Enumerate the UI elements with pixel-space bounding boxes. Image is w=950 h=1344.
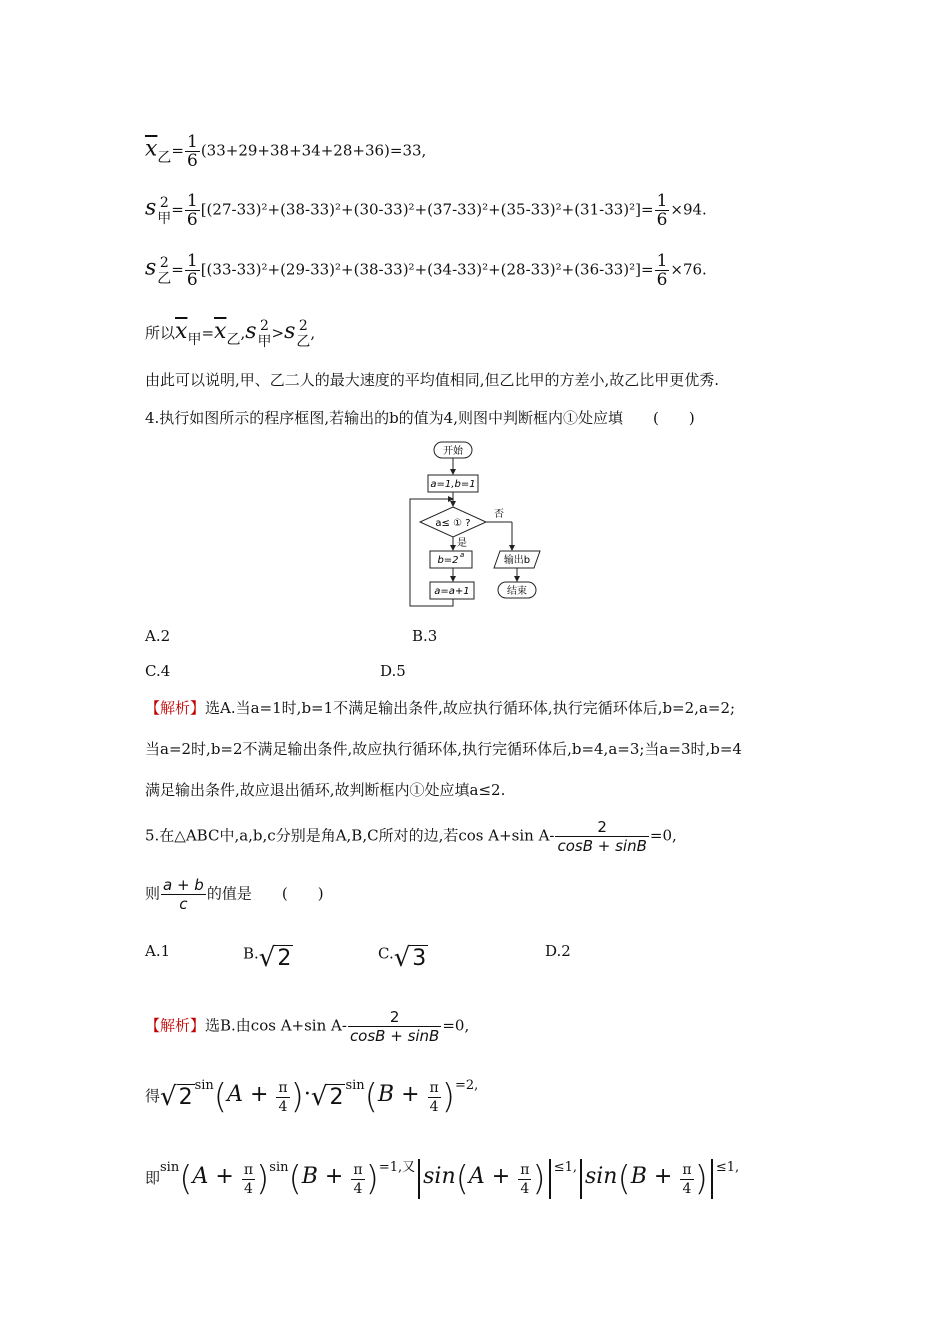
solution-label: 【解析】 <box>145 699 206 717</box>
flow-output-label: 输出b <box>503 555 531 566</box>
q5-solution-line-2: 得 √ 2 sin(A + $\frac{\pi}{4}$ )· √ 2 sin(B + $\frac{\pi}{4}$ )=2, <box>145 1077 479 1117</box>
flow-end-label: 结束 <box>507 586 527 597</box>
flow-start-label: 开始 <box>443 446 463 457</box>
question-5-ask: 则 $\frac{a + b}{c}$ 的值是 ( ) <box>145 876 324 913</box>
q4-solution-line-3: 满足输出条件,故应退出循环,故判断框内①处应填a≤2. <box>145 781 506 799</box>
question-5: 5.在△ABC中,a,b,c分别是角A,B,C所对的边,若cos A+sin A- $\frac{2}{\cos B + \sin B}$ =0, <box>145 818 677 855</box>
q5-solution-line-3: 即sin(A + $\frac{\pi}{4}$ )sin(B + $\frac{\pi}{4}$ )=1,又 sin(A + $\frac{\pi}{4}$ ) ≤1, sin(B + $\frac{\pi}{4}$ ) ≤1, <box>145 1159 740 1199</box>
flow-assign-b-exponent: a <box>460 551 465 559</box>
q4-option-c: C.4 <box>145 662 171 680</box>
flow-no-label: 否 <box>494 509 504 520</box>
flow-yes-label: 是 <box>457 538 467 549</box>
mean-yi-line: $\overline{x}$乙= $\frac{1}{6}$ (33+29+38+34+28+36)=33, <box>145 132 427 171</box>
mean-symbol: $\overline{x}$ <box>145 136 158 162</box>
flow-assign-a-label: a=a+1 <box>434 586 470 597</box>
variance-jia-line: s 2 甲 = $\frac{1}{6}$ [(27-33)²+(38-33)²+(30-33)²+(37-33)²+(35-33)²+(31-33)²]= $\frac{1}{6}$ ×94. <box>145 191 707 230</box>
variance-yi-line: s 2 乙 = $\frac{1}{6}$ [(33-33)²+(29-33)²+(38-33)²+(34-33)²+(28-33)²+(36-33)²]= $\frac{1}{6}$ ×76. <box>145 251 707 290</box>
q5-option-d: D.2 <box>545 942 571 960</box>
q5-option-c: C. √ 3 <box>378 943 427 973</box>
flowchart <box>400 440 560 610</box>
q4-option-d: D.5 <box>380 662 406 680</box>
q4-solution-line-2: 当a=2时,b=2不满足输出条件,故应执行循环体,执行完循环体后,b=4,a=3;当a=3时,b=4 <box>145 740 742 758</box>
q5-option-a: A.1 <box>145 942 171 960</box>
flow-assign-b-label: b=2 <box>437 555 459 566</box>
flow-init-label: a=1,b=1 <box>430 479 476 490</box>
q5-option-b: B. √ 2 <box>243 943 292 973</box>
conclusion-formula-line: 所以$\overline{x}$甲$=\overline{x}$乙,s 2 甲 >s 2 乙 , <box>145 318 316 350</box>
fraction: $\frac{1}{6}$ <box>187 132 198 171</box>
conclusion-text: 由此可以说明,甲、乙二人的最大速度的平均值相同,但乙比甲的方差小,故乙比甲更优秀. <box>145 371 720 389</box>
q4-option-b: B.3 <box>412 627 438 645</box>
q4-option-a: A.2 <box>145 627 171 645</box>
flow-decision-label: a≤ ① ? <box>435 518 471 529</box>
question-4: 4.执行如图所示的程序框图,若输出的b的值为4,则图中判断框内①处应填 ( ) <box>145 409 695 427</box>
q5-solution-line-1: 【解析】选B.由cos A+sin A- $\frac{2}{\cos B + \sin B}$ =0, <box>145 1008 470 1045</box>
q4-solution-line-1: 【解析】选A.当a=1时,b=1不满足输出条件,故应执行循环体,执行完循环体后,b=2,a=2; <box>145 699 736 717</box>
